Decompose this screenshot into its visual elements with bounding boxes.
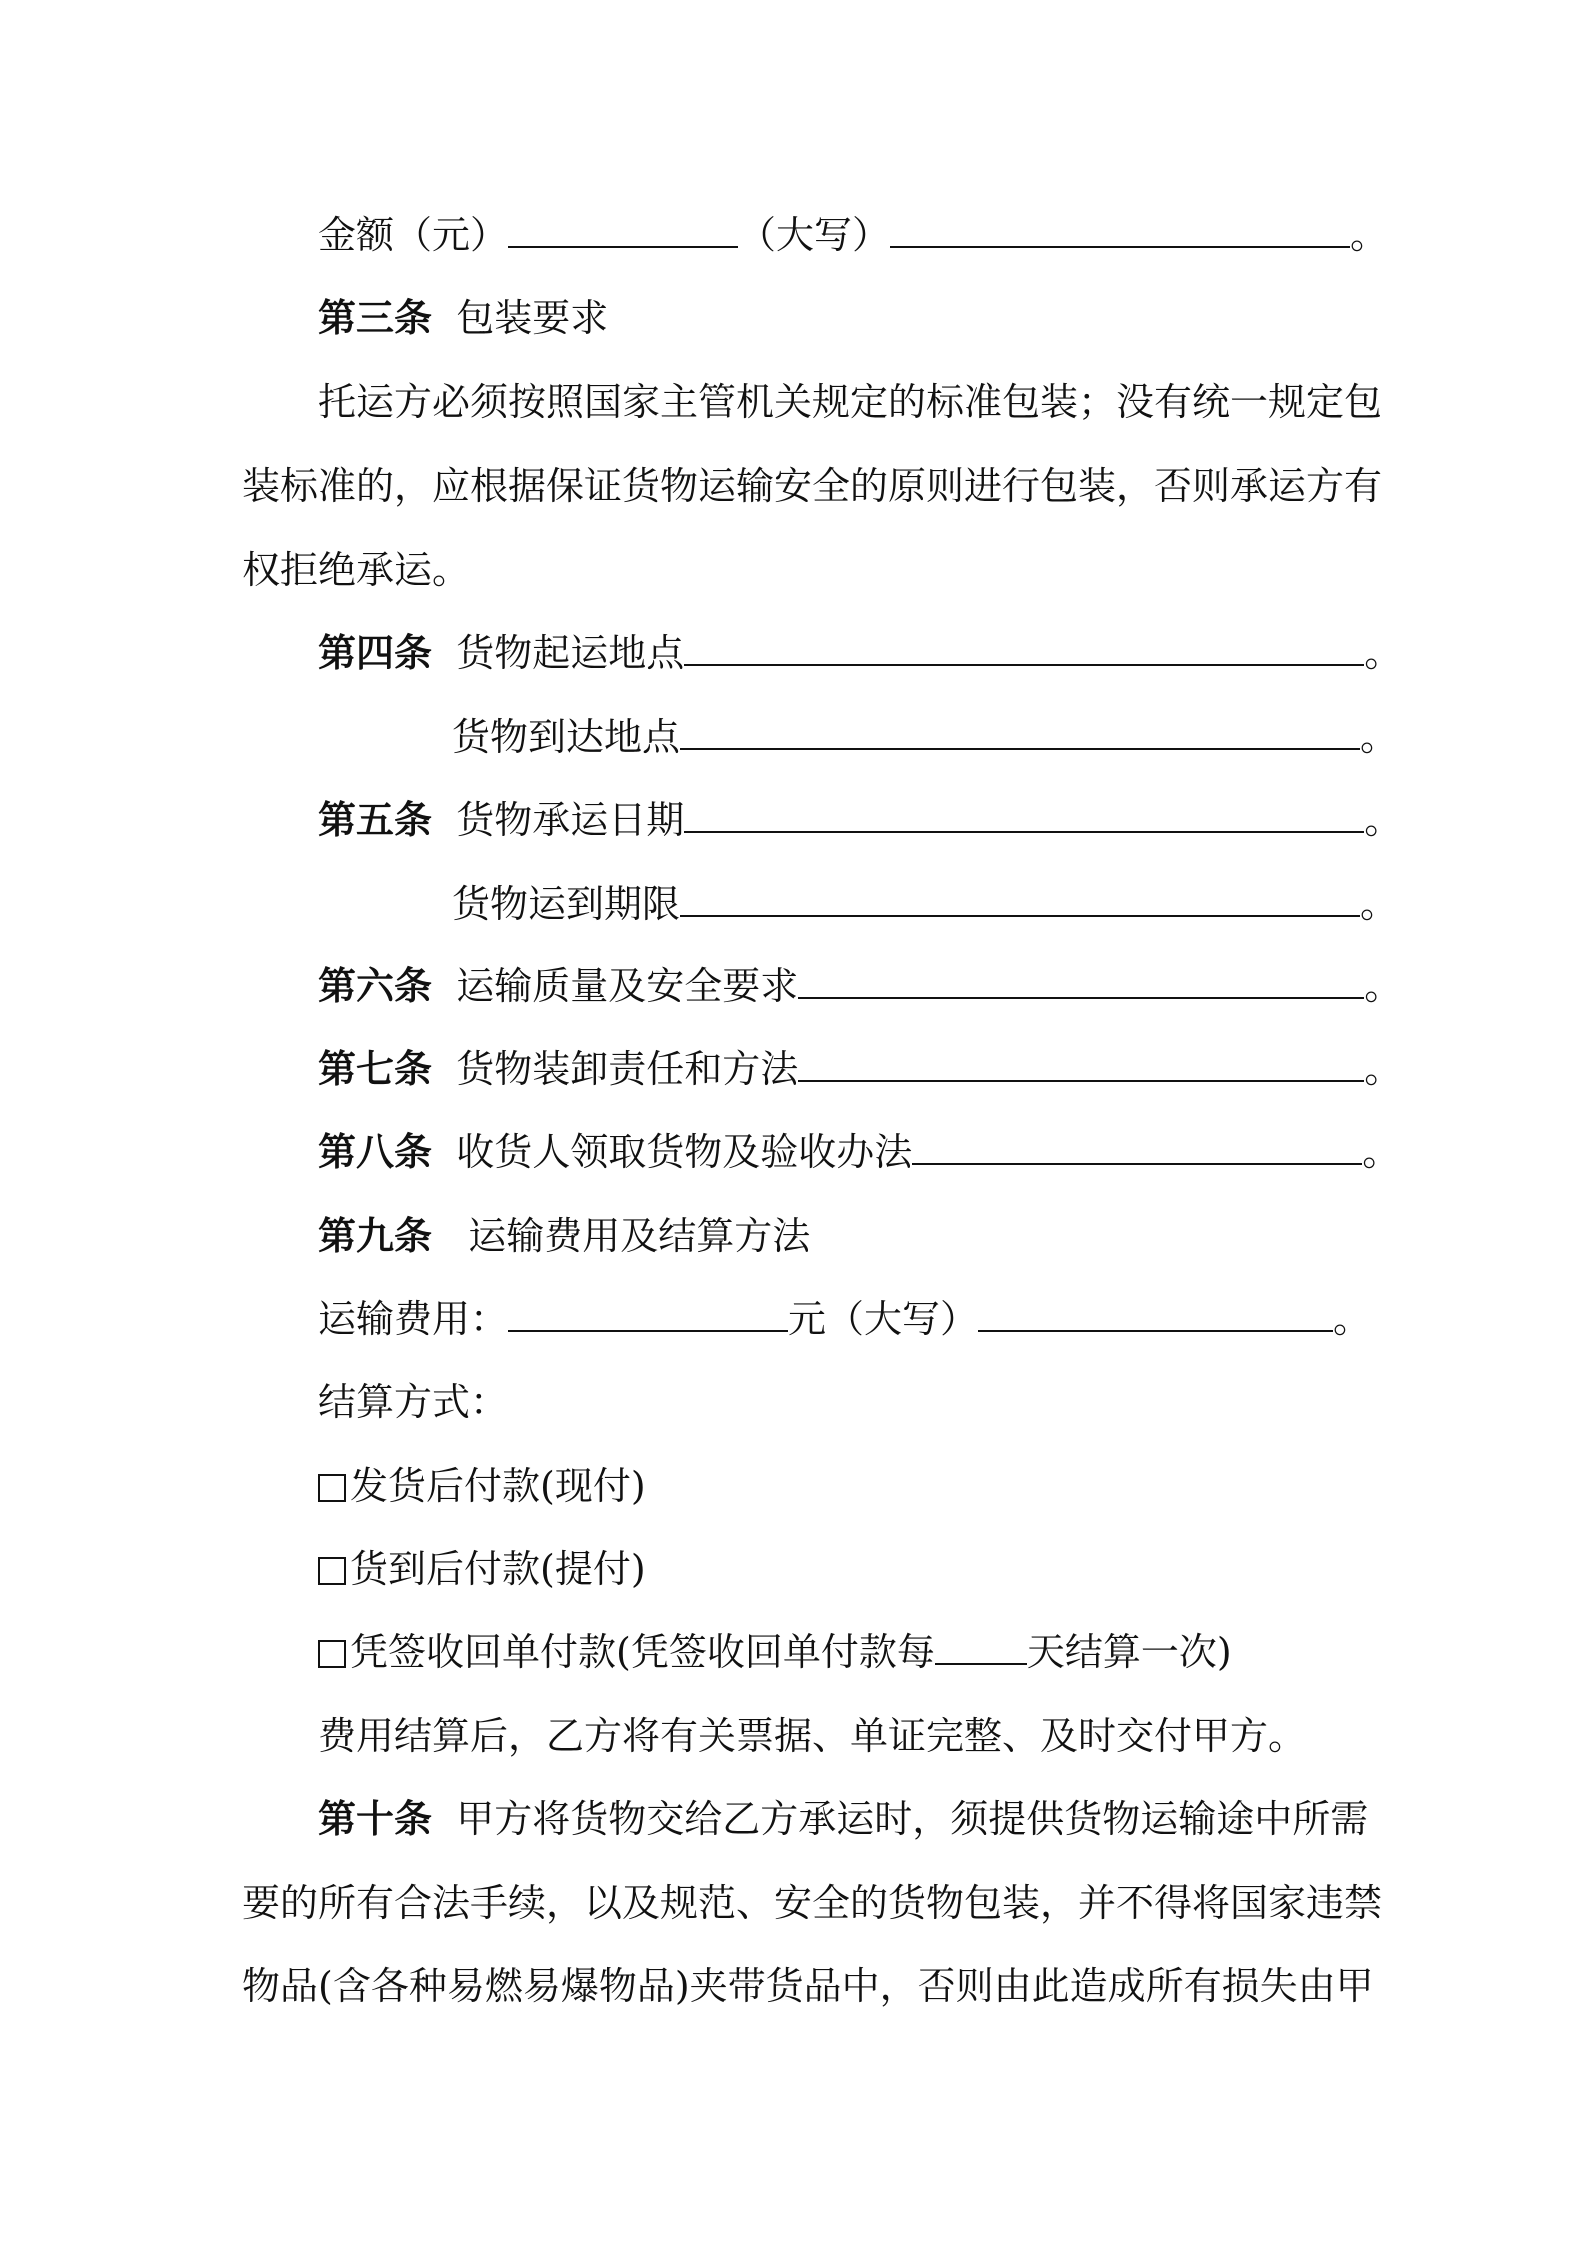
fee-uppercase-blank[interactable] [978, 1300, 1333, 1332]
settlement-note: 费用结算后，乙方将有关票据、单证完整、及时交付甲方。 [318, 1714, 1307, 1758]
article-number: 第七条 [318, 1046, 433, 1091]
checkbox-icon[interactable] [318, 1640, 346, 1668]
fee-number-blank[interactable] [508, 1300, 788, 1332]
settlement-label: 结算方式： [318, 1380, 509, 1424]
article-10-line-1: 第十条 甲方将货物交给乙方承运时，须提供货物运输途中所需 [318, 1796, 1369, 1841]
paragraph-line: 权拒绝承运。 [242, 548, 471, 592]
loading-blank[interactable] [798, 1050, 1364, 1082]
acceptance-blank[interactable] [912, 1133, 1362, 1165]
article-4-line-1: 第四条 货物起运地点 。 [318, 630, 1403, 675]
article-number: 第五条 [318, 797, 433, 842]
settlement-option[interactable]: 货到后付款(提付) [318, 1545, 646, 1593]
article-3-heading [318, 294, 608, 342]
destination-blank[interactable] [680, 718, 1360, 750]
checkbox-icon[interactable] [318, 1557, 346, 1585]
article-6-line: 第六条 运输质量及安全要求 。 [318, 963, 1403, 1008]
amount-line: 金额（元） （大写） 。 [318, 213, 1389, 257]
paragraph-line: 物品(含各种易燃易爆物品)夹带货品中，否则由此造成所有损失由甲 [242, 1964, 1374, 2008]
paragraph-line: 要的所有合法手续，以及规范、安全的货物包装，并不得将国家违禁 [242, 1881, 1383, 1925]
article-number: 第八条 [318, 1129, 433, 1174]
fee-line: 运输费用： 元（大写） 。 [318, 1297, 1372, 1341]
article-4-line-2: 货物到达地点 。 [452, 715, 1399, 759]
article-9-heading [318, 1212, 810, 1260]
article-number: 第九条 [318, 1213, 433, 1258]
paragraph-line: 托运方必须按照国家主管机关规定的标准包装；没有统一规定包 [318, 380, 1383, 424]
settlement-option[interactable]: 发货后付款(现付) [318, 1462, 646, 1510]
article-number: 第六条 [318, 963, 433, 1008]
article-5-line-1: 第五条 货物承运日期 。 [318, 797, 1403, 842]
settlement-option[interactable]: 凭签收回单付款(凭签收回单付款每 天结算一次) [318, 1628, 1232, 1676]
amount-uppercase-label: （大写） [738, 213, 891, 257]
amount-number-blank[interactable] [508, 216, 738, 248]
article-title: 运输费用及结算方法 [468, 1214, 811, 1258]
arrival-deadline-blank[interactable] [680, 885, 1360, 917]
article-8-line: 第八条 收货人领取货物及验收办法 。 [318, 1129, 1401, 1174]
ship-date-blank[interactable] [684, 801, 1364, 833]
article-7-line: 第七条 货物装卸责任和方法 。 [318, 1046, 1403, 1091]
article-5-line-2: 货物运到期限 。 [452, 882, 1399, 926]
quality-blank[interactable] [798, 967, 1364, 999]
article-number: 第十条 [318, 1796, 433, 1841]
checkbox-icon[interactable] [318, 1474, 346, 1502]
amount-uppercase-blank[interactable] [890, 216, 1350, 248]
amount-label: 金额（元） [318, 213, 509, 257]
article-title: 包装要求 [456, 296, 609, 340]
article-number: 第三条 [318, 295, 433, 340]
paragraph-line: 装标准的，应根据保证货物运输安全的原则进行包装，否则承运方有 [242, 464, 1383, 508]
article-number: 第四条 [318, 630, 433, 675]
settle-days-blank[interactable] [935, 1633, 1027, 1665]
origin-blank[interactable] [684, 634, 1364, 666]
